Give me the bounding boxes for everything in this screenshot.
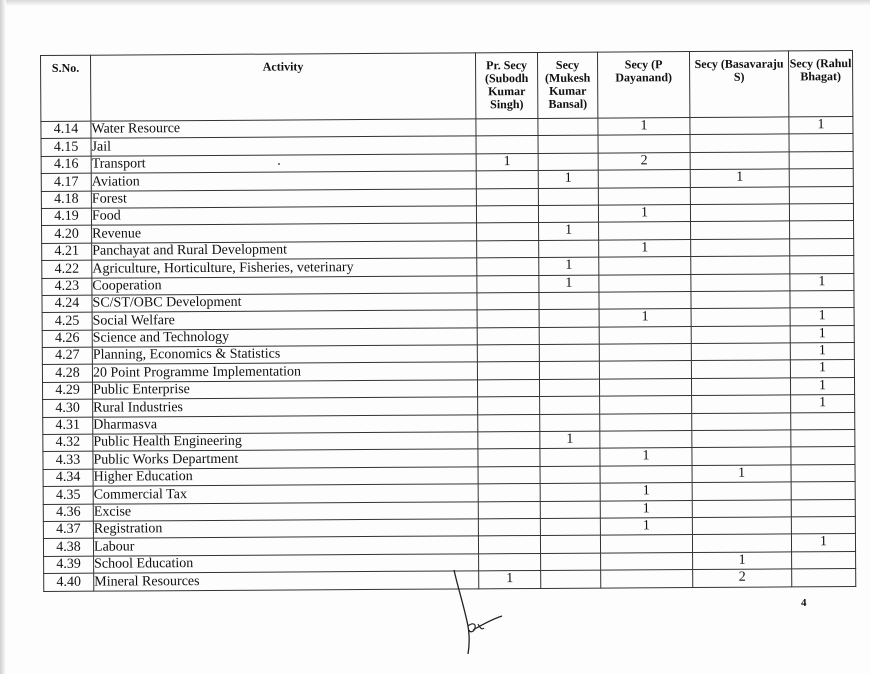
row-activity: Public Works Department — [93, 449, 478, 469]
header-secy-basavaraju: Secy (Basavaraju S) — [689, 51, 788, 118]
row-secy-dayanand-count — [600, 396, 692, 414]
row-secy-rahul-count: 1 — [790, 273, 854, 291]
row-secy-dayanand-count — [598, 187, 690, 205]
row-secy-rahul-count — [791, 412, 855, 430]
row-secy-basavaraju-count — [692, 447, 791, 465]
row-activity: Cooperation — [92, 275, 477, 295]
stray-dot — [278, 163, 280, 165]
row-secy-basavaraju-count: 1 — [690, 169, 789, 187]
row-sno: 4.20 — [42, 226, 92, 244]
row-secy-basavaraju-count — [692, 430, 791, 448]
row-activity: Higher Education — [93, 467, 478, 487]
row-secy-dayanand-count: 2 — [598, 152, 690, 170]
row-activity: Mineral Resources — [94, 571, 479, 591]
header-secy-dayanand: Secy (P Dayanand) — [597, 52, 689, 119]
scan-edge-shadow-left — [0, 0, 6, 674]
row-secy-mukesh-count: 1 — [540, 431, 600, 449]
row-secy-dayanand-count — [599, 257, 691, 275]
row-activity: 20 Point Programme Implementation — [92, 362, 477, 382]
row-secy-rahul-count: 1 — [790, 343, 854, 361]
header-activity: Activity — [91, 53, 476, 121]
row-pr-secy-subodh-count — [476, 188, 538, 206]
row-sno: 4.35 — [43, 486, 93, 504]
row-secy-rahul-count: 1 — [790, 308, 854, 326]
row-secy-mukesh-count — [539, 362, 599, 380]
row-activity: Revenue — [92, 223, 477, 243]
row-secy-dayanand-count: 1 — [598, 204, 690, 222]
row-secy-dayanand-count — [599, 291, 691, 309]
row-secy-dayanand-count: 1 — [600, 518, 692, 536]
row-activity: Registration — [93, 519, 478, 539]
row-sno: 4.39 — [44, 556, 94, 574]
row-pr-secy-subodh-count — [477, 362, 539, 380]
row-activity: Panchayat and Rural Development — [92, 241, 477, 261]
row-secy-rahul-count — [791, 482, 855, 500]
row-secy-dayanand-count: 1 — [599, 309, 691, 327]
row-secy-basavaraju-count — [692, 413, 791, 431]
row-secy-mukesh-count — [539, 292, 599, 310]
header-sno: S.No. — [41, 55, 91, 121]
row-secy-rahul-count: 1 — [791, 534, 855, 552]
row-secy-mukesh-count: 1 — [539, 257, 599, 275]
row-secy-rahul-count: 1 — [790, 325, 854, 343]
row-secy-mukesh-count — [538, 118, 598, 136]
row-secy-rahul-count: 1 — [789, 117, 853, 135]
row-secy-dayanand-count — [600, 535, 692, 553]
row-secy-basavaraju-count — [692, 517, 791, 535]
row-pr-secy-subodh-count — [478, 501, 540, 519]
row-activity: Transport — [91, 154, 476, 174]
row-activity: Dharmasva — [93, 414, 478, 434]
row-secy-rahul-count — [791, 517, 855, 535]
row-sno: 4.19 — [41, 208, 91, 226]
row-secy-mukesh-count — [538, 135, 598, 153]
row-secy-rahul-count — [789, 134, 853, 152]
row-sno: 4.38 — [43, 539, 93, 557]
row-secy-rahul-count — [789, 186, 853, 204]
row-secy-rahul-count — [791, 499, 855, 517]
row-secy-rahul-count — [789, 151, 853, 169]
signature-mark — [440, 566, 510, 658]
row-secy-mukesh-count — [539, 240, 599, 258]
row-sno: 4.29 — [42, 382, 92, 400]
row-secy-rahul-count — [791, 430, 855, 448]
row-secy-mukesh-count — [541, 553, 601, 571]
row-secy-basavaraju-count — [692, 482, 791, 500]
row-secy-mukesh-count: 1 — [539, 222, 599, 240]
row-secy-basavaraju-count — [691, 360, 790, 378]
row-secy-basavaraju-count — [691, 308, 790, 326]
row-activity: Public Enterprise — [92, 380, 477, 400]
row-secy-mukesh-count — [538, 153, 598, 171]
row-secy-rahul-count — [790, 238, 854, 256]
row-sno: 4.25 — [42, 312, 92, 330]
row-secy-dayanand-count — [601, 570, 693, 588]
row-secy-dayanand-count: 1 — [600, 483, 692, 501]
row-sno: 4.32 — [43, 434, 93, 452]
row-secy-mukesh-count — [540, 396, 600, 414]
row-secy-basavaraju-count — [691, 343, 790, 361]
row-secy-basavaraju-count — [691, 326, 790, 344]
row-secy-rahul-count — [790, 221, 854, 239]
row-pr-secy-subodh-count — [477, 275, 539, 293]
row-secy-basavaraju-count — [691, 291, 790, 309]
row-sno: 4.22 — [42, 260, 92, 278]
row-sno: 4.23 — [42, 278, 92, 296]
row-secy-dayanand-count — [600, 465, 692, 483]
row-secy-mukesh-count — [539, 327, 599, 345]
row-pr-secy-subodh-count — [477, 345, 539, 363]
row-secy-rahul-count: 1 — [790, 377, 854, 395]
row-secy-mukesh-count — [540, 483, 600, 501]
row-secy-basavaraju-count — [692, 395, 791, 413]
row-secy-dayanand-count: 1 — [598, 118, 690, 136]
row-pr-secy-subodh-count — [478, 466, 540, 484]
row-secy-mukesh-count — [539, 344, 599, 362]
row-secy-mukesh-count: 1 — [539, 275, 599, 293]
row-secy-dayanand-count — [600, 431, 692, 449]
row-sno: 4.14 — [41, 121, 91, 139]
row-activity: Social Welfare — [92, 310, 477, 330]
row-secy-dayanand-count — [599, 344, 691, 362]
row-secy-basavaraju-count — [692, 534, 791, 552]
row-secy-mukesh-count — [540, 501, 600, 519]
row-secy-basavaraju-count — [690, 204, 789, 222]
row-secy-basavaraju-count: 1 — [692, 465, 791, 483]
page-number: 4 — [801, 597, 807, 609]
row-pr-secy-subodh-count: 1 — [479, 571, 541, 589]
row-sno: 4.18 — [41, 191, 91, 209]
row-pr-secy-subodh-count — [477, 240, 539, 258]
row-activity: Food — [91, 206, 476, 226]
row-secy-rahul-count: 1 — [791, 395, 855, 413]
header-pr-secy-subodh: Pr. Secy (Subodh Kumar Singh) — [475, 52, 537, 118]
row-secy-basavaraju-count — [692, 500, 791, 518]
row-activity: Planning, Economics & Statistics — [92, 345, 477, 365]
row-pr-secy-subodh-count — [478, 449, 540, 467]
row-secy-basavaraju-count — [691, 273, 790, 291]
row-secy-dayanand-count — [599, 222, 691, 240]
row-secy-basavaraju-count — [690, 117, 789, 135]
row-pr-secy-subodh-count — [476, 171, 538, 189]
row-sno: 4.33 — [43, 452, 93, 470]
row-activity: SC/ST/OBC Development — [92, 293, 477, 313]
row-secy-dayanand-count — [599, 378, 691, 396]
row-secy-rahul-count — [792, 551, 856, 569]
header-secy-rahul: Secy (Rahul Bhagat) — [788, 51, 852, 117]
row-secy-dayanand-count: 1 — [600, 448, 692, 466]
row-pr-secy-subodh-count — [477, 292, 539, 310]
row-secy-dayanand-count — [598, 135, 690, 153]
row-secy-rahul-count — [790, 256, 854, 274]
row-secy-basavaraju-count — [691, 239, 790, 257]
row-secy-mukesh-count — [538, 188, 598, 206]
row-sno: 4.26 — [42, 330, 92, 348]
row-secy-mukesh-count — [540, 414, 600, 432]
header-secy-mukesh: Secy (Mukesh Kumar Bansal) — [537, 52, 597, 118]
row-sno: 4.31 — [43, 417, 93, 435]
row-pr-secy-subodh-count — [478, 518, 540, 536]
table-header-row — [41, 51, 853, 122]
row-sno: 4.24 — [42, 295, 92, 313]
row-sno: 4.40 — [44, 573, 94, 591]
row-secy-basavaraju-count — [690, 152, 789, 170]
row-activity: School Education — [94, 554, 479, 574]
row-pr-secy-subodh-count — [478, 484, 540, 502]
row-secy-rahul-count — [791, 447, 855, 465]
row-activity: Water Resource — [91, 119, 476, 139]
row-pr-secy-subodh-count — [477, 258, 539, 276]
row-activity: Public Health Engineering — [93, 432, 478, 452]
row-activity: Forest — [91, 188, 476, 208]
row-secy-rahul-count — [789, 203, 853, 221]
row-secy-mukesh-count — [539, 309, 599, 327]
row-pr-secy-subodh-count: 1 — [476, 153, 538, 171]
row-secy-mukesh-count — [540, 466, 600, 484]
row-pr-secy-subodh-count — [476, 205, 538, 223]
row-activity: Aviation — [91, 171, 476, 191]
row-secy-rahul-count — [792, 569, 856, 587]
row-activity: Excise — [93, 501, 478, 521]
row-secy-rahul-count — [789, 169, 853, 187]
row-secy-dayanand-count — [598, 170, 690, 188]
row-sno: 4.17 — [41, 173, 91, 191]
row-activity: Labour — [93, 536, 478, 556]
row-secy-basavaraju-count: 1 — [693, 552, 792, 570]
row-secy-basavaraju-count — [691, 378, 790, 396]
row-pr-secy-subodh-count — [478, 414, 540, 432]
row-pr-secy-subodh-count — [478, 536, 540, 554]
row-activity: Commercial Tax — [93, 484, 478, 504]
table-body — [41, 117, 856, 591]
row-secy-dayanand-count — [600, 413, 692, 431]
row-secy-dayanand-count — [599, 274, 691, 292]
row-sno: 4.30 — [43, 399, 93, 417]
row-secy-dayanand-count: 1 — [600, 500, 692, 518]
row-pr-secy-subodh-count — [476, 118, 538, 136]
row-sno: 4.36 — [43, 504, 93, 522]
row-secy-mukesh-count — [540, 518, 600, 536]
row-secy-dayanand-count — [599, 361, 691, 379]
row-secy-mukesh-count — [541, 570, 601, 588]
row-secy-basavaraju-count — [691, 256, 790, 274]
row-activity: Agriculture, Horticulture, Fisheries, veterinary — [92, 258, 477, 278]
row-sno: 4.27 — [42, 347, 92, 365]
row-pr-secy-subodh-count — [478, 397, 540, 415]
row-sno: 4.15 — [41, 139, 91, 157]
row-secy-basavaraju-count — [690, 134, 789, 152]
row-secy-rahul-count — [791, 464, 855, 482]
scan-edge-shadow-top — [0, 0, 870, 6]
row-secy-basavaraju-count — [690, 186, 789, 204]
row-secy-basavaraju-count — [691, 221, 790, 239]
row-secy-mukesh-count — [540, 535, 600, 553]
row-sno: 4.16 — [41, 156, 91, 174]
row-sno: 4.34 — [43, 469, 93, 487]
row-secy-basavaraju-count: 2 — [693, 569, 792, 587]
row-secy-dayanand-count: 1 — [599, 239, 691, 257]
row-secy-rahul-count: 1 — [790, 360, 854, 378]
row-secy-mukesh-count — [540, 449, 600, 467]
row-activity: Science and Technology — [92, 328, 477, 348]
row-secy-rahul-count — [790, 290, 854, 308]
row-secy-mukesh-count — [539, 379, 599, 397]
row-activity: Rural Industries — [93, 397, 478, 417]
row-activity: Jail — [91, 136, 476, 156]
row-pr-secy-subodh-count — [477, 327, 539, 345]
row-secy-mukesh-count — [538, 205, 598, 223]
row-secy-dayanand-count — [601, 552, 693, 570]
row-pr-secy-subodh-count — [477, 310, 539, 328]
row-sno: 4.37 — [43, 521, 93, 539]
row-sno: 4.28 — [42, 365, 92, 383]
row-sno: 4.21 — [42, 243, 92, 261]
row-secy-dayanand-count — [599, 326, 691, 344]
activity-allocation-table — [40, 50, 856, 592]
row-pr-secy-subodh-count — [476, 136, 538, 154]
row-pr-secy-subodh-count — [478, 431, 540, 449]
row-secy-mukesh-count: 1 — [538, 170, 598, 188]
row-pr-secy-subodh-count — [477, 223, 539, 241]
row-pr-secy-subodh-count — [477, 379, 539, 397]
